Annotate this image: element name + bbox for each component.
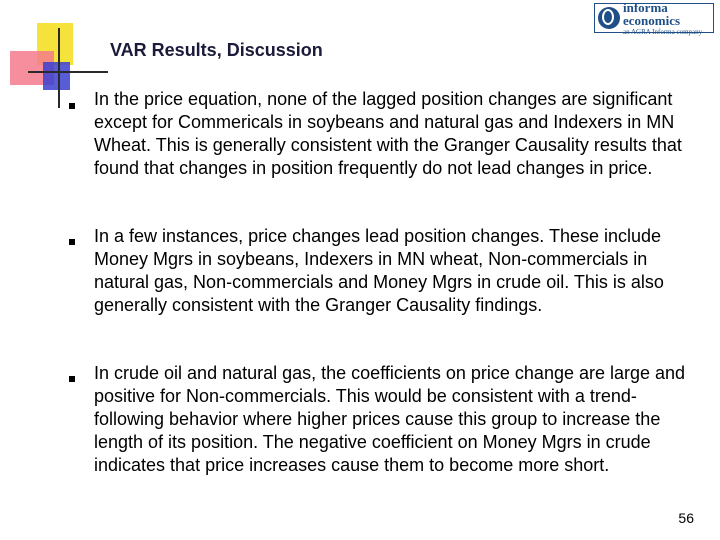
- page-number: 56: [678, 510, 694, 526]
- logo-name: informa economics: [623, 0, 681, 28]
- bullet-text: In crude oil and natural gas, the coefficients on price change are large and positive for Non-commercials. This would be consistent with a trend-following behavior where higher prices cause this group to increase the length of its position. The negative coefficient on Money Mgrs in crude indicates that price increases cause them to become more short.: [94, 363, 686, 475]
- globe-icon: [598, 7, 620, 29]
- decorative-vertical-line: [58, 28, 60, 108]
- bullet-text: In the price equation, none of the lagged position changes are significant except for Commericals in soybeans and natural gas and Indexers in MN Wheat. This is generally consistent with the Granger Causality results that found that changes in position frequently do not lead changes in price.: [94, 89, 682, 178]
- company-logo: [594, 0, 714, 36]
- slide-title: VAR Results, Discussion: [110, 40, 323, 60]
- bullet-text: In a few instances, price changes lead position changes. These include Money Mgrs in soybeans, Indexers in MN wheat, Non-commercials in natural gas, Non-commercials and Money Mgrs in crude oil. This is also generally consistent with the Granger Causality findings.: [94, 226, 664, 315]
- bullet-square-icon: [69, 103, 75, 109]
- decorative-blue-square: [43, 62, 70, 90]
- decorative-horizontal-line: [28, 71, 108, 73]
- bullet-square-icon: [69, 376, 75, 382]
- logo-tagline: an AGRA Informa company: [623, 27, 703, 36]
- bullet-square-icon: [69, 239, 75, 245]
